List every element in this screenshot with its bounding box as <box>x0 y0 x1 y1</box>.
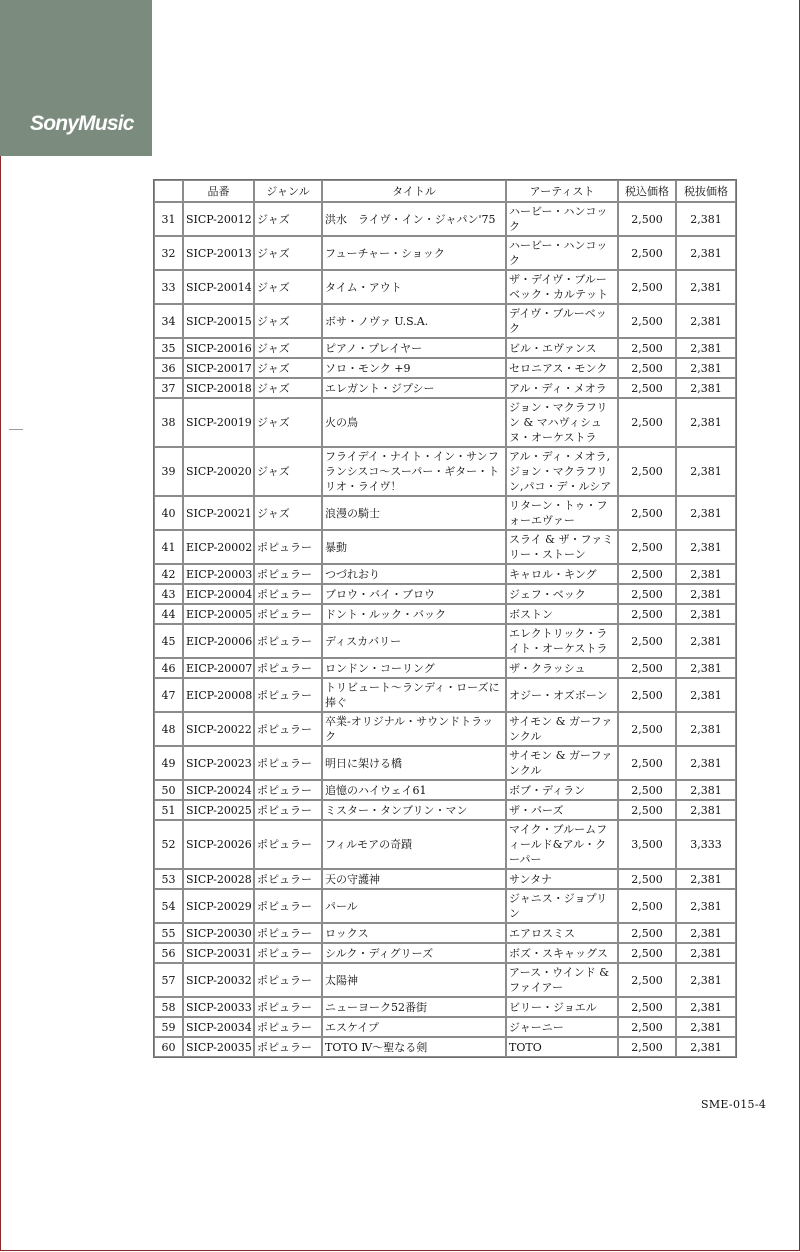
price-excl-tax: 2,381 <box>676 270 736 304</box>
artist-name: TOTO <box>506 1037 618 1057</box>
table-row <box>154 923 736 943</box>
artist-name: ザ・デイヴ・ブルーベック・カルテット <box>506 270 618 304</box>
row-number: 41 <box>154 530 183 564</box>
catalog-code: SICP-20026 <box>183 820 254 869</box>
album-title: トリビュート～ランディ・ローズに捧ぐ <box>322 678 506 712</box>
table-row <box>154 997 736 1017</box>
genre: ポピュラー <box>254 564 322 584</box>
price-excl-tax: 2,381 <box>676 338 736 358</box>
table-row <box>154 604 736 624</box>
album-title: フューチャー・ショック <box>322 236 506 270</box>
column-header-price-incl-tax: 税込価格 <box>618 180 676 202</box>
album-title: 浪漫の騎士 <box>322 496 506 530</box>
price-incl-tax: 2,500 <box>618 496 676 530</box>
table-row <box>154 1037 736 1057</box>
row-number: 59 <box>154 1017 183 1037</box>
price-incl-tax: 2,500 <box>618 923 676 943</box>
genre: ポピュラー <box>254 712 322 746</box>
table-row <box>154 658 736 678</box>
artist-name: ザ・バーズ <box>506 800 618 820</box>
artist-name: スライ & ザ・ファミリー・ストーン <box>506 530 618 564</box>
price-incl-tax: 2,500 <box>618 398 676 447</box>
price-excl-tax: 2,381 <box>676 943 736 963</box>
price-incl-tax: 2,500 <box>618 338 676 358</box>
price-excl-tax: 2,381 <box>676 304 736 338</box>
catalog-code: EICP-20003 <box>183 564 254 584</box>
genre: ポピュラー <box>254 678 322 712</box>
artist-name: アース・ウインド & ファイアー <box>506 963 618 997</box>
album-title: フライデイ・ナイト・イン・サンフランシスコ～スーパー・ギター・トリオ・ライヴ！ <box>322 447 506 496</box>
catalog-code: EICP-20008 <box>183 678 254 712</box>
margin-mark <box>9 429 23 430</box>
catalog-code: EICP-20007 <box>183 658 254 678</box>
row-number: 57 <box>154 963 183 997</box>
table-row <box>154 202 736 236</box>
artist-name: マイク・ブルームフィールド&アル・クーパー <box>506 820 618 869</box>
price-excl-tax: 2,381 <box>676 963 736 997</box>
genre: ジャズ <box>254 358 322 378</box>
catalog-code: SICP-20033 <box>183 997 254 1017</box>
artist-name: ジャーニー <box>506 1017 618 1037</box>
album-title: ピアノ・プレイヤー <box>322 338 506 358</box>
price-excl-tax: 2,381 <box>676 378 736 398</box>
row-number: 51 <box>154 800 183 820</box>
album-title: 太陽神 <box>322 963 506 997</box>
album-title: 天の守護神 <box>322 869 506 889</box>
price-excl-tax: 2,381 <box>676 496 736 530</box>
table-row <box>154 236 736 270</box>
price-incl-tax: 2,500 <box>618 304 676 338</box>
album-title: 暴動 <box>322 530 506 564</box>
artist-name: サンタナ <box>506 869 618 889</box>
table-row <box>154 780 736 800</box>
artist-name: アル・ディ・メオラ <box>506 378 618 398</box>
row-number: 50 <box>154 780 183 800</box>
album-title: エレガント・ジプシー <box>322 378 506 398</box>
album-title: ソロ・モンク +9 <box>322 358 506 378</box>
catalog-table <box>153 179 737 1058</box>
genre: ジャズ <box>254 270 322 304</box>
catalog-code: SICP-20031 <box>183 943 254 963</box>
price-excl-tax: 2,381 <box>676 997 736 1017</box>
catalog-code: SICP-20028 <box>183 869 254 889</box>
column-header-code: 品番 <box>183 180 254 202</box>
price-excl-tax: 2,381 <box>676 447 736 496</box>
column-header-genre: ジャンル <box>254 180 322 202</box>
genre: ポピュラー <box>254 746 322 780</box>
row-number: 44 <box>154 604 183 624</box>
row-number: 36 <box>154 358 183 378</box>
logo-text: SonyMusic <box>30 112 134 135</box>
row-number: 53 <box>154 869 183 889</box>
artist-name: オジー・オズボーン <box>506 678 618 712</box>
price-excl-tax: 2,381 <box>676 658 736 678</box>
row-number: 45 <box>154 624 183 658</box>
genre: ポピュラー <box>254 943 322 963</box>
catalog-code: SICP-20018 <box>183 378 254 398</box>
price-excl-tax: 2,381 <box>676 530 736 564</box>
column-header-artist: アーティスト <box>506 180 618 202</box>
album-title: 追憶のハイウェイ61 <box>322 780 506 800</box>
row-number: 43 <box>154 584 183 604</box>
genre: ポピュラー <box>254 584 322 604</box>
price-incl-tax: 2,500 <box>618 530 676 564</box>
table-row <box>154 584 736 604</box>
sony-music-logo <box>0 0 152 156</box>
row-number: 34 <box>154 304 183 338</box>
catalog-code: SICP-20015 <box>183 304 254 338</box>
table-header-row <box>154 180 736 202</box>
genre: ポピュラー <box>254 658 322 678</box>
genre: ジャズ <box>254 496 322 530</box>
price-excl-tax: 2,381 <box>676 1017 736 1037</box>
genre: ポピュラー <box>254 820 322 869</box>
table-row <box>154 358 736 378</box>
price-incl-tax: 2,500 <box>618 963 676 997</box>
price-incl-tax: 2,500 <box>618 943 676 963</box>
price-excl-tax: 2,381 <box>676 564 736 584</box>
catalog-code: EICP-20006 <box>183 624 254 658</box>
column-header-title: タイトル <box>322 180 506 202</box>
row-number: 46 <box>154 658 183 678</box>
artist-name: アル・ディ・メオラ,ジョン・マクラフリン,パコ・デ・ルシア <box>506 447 618 496</box>
price-incl-tax: 2,500 <box>618 889 676 923</box>
album-title: エスケイプ <box>322 1017 506 1037</box>
catalog-code: SICP-20029 <box>183 889 254 923</box>
price-incl-tax: 2,500 <box>618 584 676 604</box>
catalog-body <box>154 202 736 1057</box>
price-incl-tax: 2,500 <box>618 624 676 658</box>
catalog-code: SICP-20035 <box>183 1037 254 1057</box>
row-number: 47 <box>154 678 183 712</box>
price-excl-tax: 2,381 <box>676 1037 736 1057</box>
catalog-code: SICP-20024 <box>183 780 254 800</box>
catalog-code: SICP-20032 <box>183 963 254 997</box>
price-incl-tax: 2,500 <box>618 236 676 270</box>
artist-name: ジョン・マクラフリン & マハヴィシュヌ・オーケストラ <box>506 398 618 447</box>
price-excl-tax: 2,381 <box>676 780 736 800</box>
row-number: 58 <box>154 997 183 1017</box>
catalog-code: SICP-20020 <box>183 447 254 496</box>
genre: ジャズ <box>254 202 322 236</box>
row-number: 42 <box>154 564 183 584</box>
price-excl-tax: 2,381 <box>676 869 736 889</box>
price-incl-tax: 2,500 <box>618 1017 676 1037</box>
genre: ポピュラー <box>254 604 322 624</box>
price-incl-tax: 2,500 <box>618 678 676 712</box>
price-excl-tax: 2,381 <box>676 358 736 378</box>
table-row <box>154 496 736 530</box>
catalog-code: SICP-20019 <box>183 398 254 447</box>
artist-name: ジャニス・ジョプリン <box>506 889 618 923</box>
genre: ポピュラー <box>254 997 322 1017</box>
album-title: 卒業-オリジナル・サウンドトラック <box>322 712 506 746</box>
album-title: ディスカバリー <box>322 624 506 658</box>
price-excl-tax: 2,381 <box>676 678 736 712</box>
album-title: ニューヨーク52番街 <box>322 997 506 1017</box>
row-number: 40 <box>154 496 183 530</box>
genre: ポピュラー <box>254 963 322 997</box>
price-excl-tax: 3,333 <box>676 820 736 869</box>
catalog-code: SICP-20022 <box>183 712 254 746</box>
price-incl-tax: 2,500 <box>618 800 676 820</box>
genre: ジャズ <box>254 236 322 270</box>
page-code: SME-015-4 <box>701 1098 767 1111</box>
catalog-code: EICP-20004 <box>183 584 254 604</box>
genre: ジャズ <box>254 447 322 496</box>
table-row <box>154 746 736 780</box>
artist-name: セロニアス・モンク <box>506 358 618 378</box>
row-number: 49 <box>154 746 183 780</box>
table-row <box>154 712 736 746</box>
price-incl-tax: 2,500 <box>618 447 676 496</box>
artist-name: リターン・トゥ・フォーエヴァー <box>506 496 618 530</box>
table-row <box>154 564 736 584</box>
album-title: ドント・ルック・バック <box>322 604 506 624</box>
catalog-code: SICP-20030 <box>183 923 254 943</box>
row-number: 55 <box>154 923 183 943</box>
catalog-code: SICP-20023 <box>183 746 254 780</box>
album-title: ミスター・タンブリン・マン <box>322 800 506 820</box>
price-excl-tax: 2,381 <box>676 923 736 943</box>
table-row <box>154 304 736 338</box>
price-excl-tax: 2,381 <box>676 584 736 604</box>
row-number: 38 <box>154 398 183 447</box>
table-row <box>154 678 736 712</box>
price-incl-tax: 2,500 <box>618 358 676 378</box>
table-row <box>154 820 736 869</box>
genre: ジャズ <box>254 378 322 398</box>
row-number: 35 <box>154 338 183 358</box>
genre: ポピュラー <box>254 780 322 800</box>
table-row <box>154 800 736 820</box>
catalog-code: SICP-20034 <box>183 1017 254 1037</box>
row-number: 48 <box>154 712 183 746</box>
row-number: 56 <box>154 943 183 963</box>
table-row <box>154 1017 736 1037</box>
artist-name: ビリー・ジョエル <box>506 997 618 1017</box>
artist-name: ビル・エヴァンス <box>506 338 618 358</box>
genre: ポピュラー <box>254 1017 322 1037</box>
table-row <box>154 398 736 447</box>
price-incl-tax: 2,500 <box>618 270 676 304</box>
price-excl-tax: 2,381 <box>676 398 736 447</box>
table-row <box>154 270 736 304</box>
album-title: シルク・ディグリーズ <box>322 943 506 963</box>
artist-name: ボブ・ディラン <box>506 780 618 800</box>
artist-name: ハービー・ハンコック <box>506 236 618 270</box>
artist-name: ハービー・ハンコック <box>506 202 618 236</box>
artist-name: ジェフ・ベック <box>506 584 618 604</box>
price-excl-tax: 2,381 <box>676 202 736 236</box>
genre: ポピュラー <box>254 530 322 564</box>
table-row <box>154 869 736 889</box>
genre: ポピュラー <box>254 889 322 923</box>
artist-name: サイモン & ガーファンクル <box>506 746 618 780</box>
artist-name: ザ・クラッシュ <box>506 658 618 678</box>
price-incl-tax: 3,500 <box>618 820 676 869</box>
table-row <box>154 378 736 398</box>
row-number: 32 <box>154 236 183 270</box>
price-incl-tax: 2,500 <box>618 869 676 889</box>
album-title: 火の鳥 <box>322 398 506 447</box>
table-row <box>154 889 736 923</box>
price-incl-tax: 2,500 <box>618 604 676 624</box>
album-title: ボサ・ノヴァ U.S.A. <box>322 304 506 338</box>
album-title: タイム・アウト <box>322 270 506 304</box>
table-row <box>154 530 736 564</box>
catalog-code: SICP-20025 <box>183 800 254 820</box>
price-excl-tax: 2,381 <box>676 800 736 820</box>
genre: ジャズ <box>254 304 322 338</box>
price-incl-tax: 2,500 <box>618 997 676 1017</box>
album-title: 洪水 ライヴ・イン・ジャパン'75 <box>322 202 506 236</box>
row-number: 54 <box>154 889 183 923</box>
album-title: 明日に架ける橋 <box>322 746 506 780</box>
table-row <box>154 338 736 358</box>
price-incl-tax: 2,500 <box>618 712 676 746</box>
artist-name: キャロル・キング <box>506 564 618 584</box>
genre: ジャズ <box>254 398 322 447</box>
artist-name: サイモン & ガーファンクル <box>506 712 618 746</box>
column-header-price-excl-tax: 税抜価格 <box>676 180 736 202</box>
table-row <box>154 447 736 496</box>
price-incl-tax: 2,500 <box>618 780 676 800</box>
genre: ポピュラー <box>254 1037 322 1057</box>
genre: ポピュラー <box>254 869 322 889</box>
artist-name: エレクトリック・ライト・オーケストラ <box>506 624 618 658</box>
album-title: パール <box>322 889 506 923</box>
catalog-code: SICP-20014 <box>183 270 254 304</box>
price-incl-tax: 2,500 <box>618 1037 676 1057</box>
catalog-code: SICP-20017 <box>183 358 254 378</box>
price-excl-tax: 2,381 <box>676 746 736 780</box>
genre: ジャズ <box>254 338 322 358</box>
catalog-code: SICP-20013 <box>183 236 254 270</box>
album-title: ブロウ・バイ・ブロウ <box>322 584 506 604</box>
album-title: つづれおり <box>322 564 506 584</box>
price-incl-tax: 2,500 <box>618 658 676 678</box>
price-incl-tax: 2,500 <box>618 202 676 236</box>
row-number: 52 <box>154 820 183 869</box>
price-excl-tax: 2,381 <box>676 236 736 270</box>
catalog-code: SICP-20021 <box>183 496 254 530</box>
price-excl-tax: 2,381 <box>676 604 736 624</box>
album-title: ロンドン・コーリング <box>322 658 506 678</box>
catalog-code: EICP-20005 <box>183 604 254 624</box>
table-row <box>154 943 736 963</box>
row-number: 60 <box>154 1037 183 1057</box>
row-number: 33 <box>154 270 183 304</box>
price-excl-tax: 2,381 <box>676 712 736 746</box>
genre: ポピュラー <box>254 923 322 943</box>
artist-name: ボストン <box>506 604 618 624</box>
table-row <box>154 624 736 658</box>
price-incl-tax: 2,500 <box>618 746 676 780</box>
genre: ポピュラー <box>254 624 322 658</box>
artist-name: デイヴ・ブルーベック <box>506 304 618 338</box>
album-title: ロックス <box>322 923 506 943</box>
column-header-no <box>154 180 183 202</box>
price-excl-tax: 2,381 <box>676 624 736 658</box>
album-title: TOTO Ⅳ～聖なる剣 <box>322 1037 506 1057</box>
genre: ポピュラー <box>254 800 322 820</box>
catalog-code: SICP-20016 <box>183 338 254 358</box>
artist-name: エアロスミス <box>506 923 618 943</box>
row-number: 37 <box>154 378 183 398</box>
row-number: 31 <box>154 202 183 236</box>
price-incl-tax: 2,500 <box>618 564 676 584</box>
row-number: 39 <box>154 447 183 496</box>
price-incl-tax: 2,500 <box>618 378 676 398</box>
artist-name: ボズ・スキャッグス <box>506 943 618 963</box>
album-title: フィルモアの奇蹟 <box>322 820 506 869</box>
table-row <box>154 963 736 997</box>
price-excl-tax: 2,381 <box>676 889 736 923</box>
catalog-code: SICP-20012 <box>183 202 254 236</box>
catalog-code: EICP-20002 <box>183 530 254 564</box>
